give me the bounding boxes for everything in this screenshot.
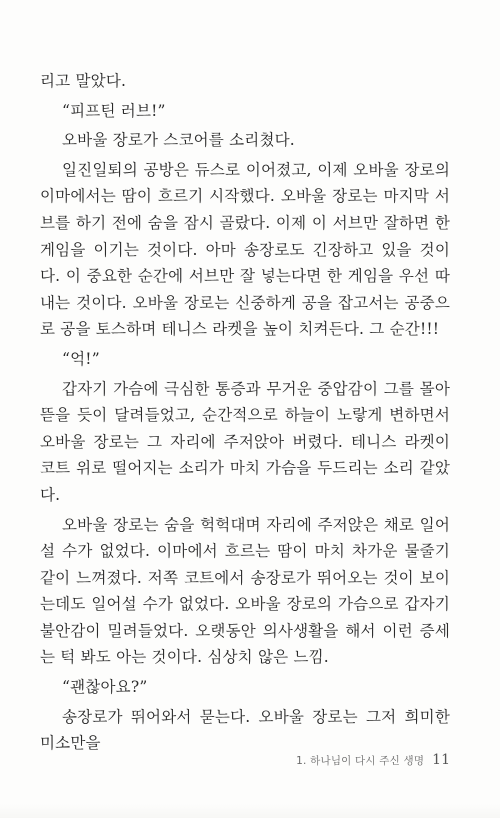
chapter-title: 1. 하나님이 다시 주신 생명: [296, 755, 425, 767]
paragraph: 오바울 장로가 스코어를 소리쳤다.: [62, 131, 295, 150]
paragraph: “피프틴 러브!”: [62, 101, 166, 120]
paragraph: 일진일퇴의 공방은 듀스로 이어졌고, 이제 오바울 장로의 이마에서는 땀이 흐르기 시작했다. 오바울 장로는 마지막 서브를 하기 전에 숨을 잠시 골랐다. 이제 이 서브만 잘하면 한 게임을 이기는 것이다. 아마 송장로도 긴장하고 있을 것이다. 이 중요한 순간에 서브만 잘 넣는다면 한 게임을 우선 따내는 것이다. 오바울 장로는 신중하게 공을 잡고서는 공중으로 공을 토스하며 테니스 라켓을 높이 치켜든다. 그 순간!!!: [40, 160, 450, 339]
page-number: 11: [432, 752, 450, 768]
running-footer: [296, 752, 450, 768]
paragraph: “억!”: [62, 349, 100, 368]
paragraph: “괜찮아요?”: [62, 678, 148, 697]
paragraph: 송장로가 뛰어와서 묻는다. 오바울 장로는 그저 희미한 미소만을: [40, 707, 450, 753]
page-edge: [0, 804, 500, 818]
paragraph: 리고 말았다.: [40, 72, 127, 90]
paragraph: 오바울 장로는 숨을 헉헉대며 자리에 주저앉은 채로 일어설 수가 없었다. 이마에서 흐르는 땀이 마치 차가운 물줄기 같이 느껴졌다. 저쪽 코트에서 송장로가 뛰어오는 것이 보이는데도 일어설 수가 없었다. 오바울 장로의 가슴으로 갑자기 불안감이 밀려들었다. 오랫동안 의사생활을 해서 이런 증세는 턱 봐도 아는 것이다. 심상치 않은 느낌.: [40, 515, 450, 667]
paragraph: 갑자기 가슴에 극심한 통증과 무거운 중압감이 그를 몰아뜯을 듯이 달려들었고, 순간적으로 하늘이 노랗게 변하면서 오바울 장로는 그 자리에 주저앉아 버렸다. 테니스 라켓이 코트 위로 떨어지는 소리가 마치 가슴을 두드리는 소리 같았다.: [40, 379, 450, 504]
body-text: [40, 68, 450, 757]
